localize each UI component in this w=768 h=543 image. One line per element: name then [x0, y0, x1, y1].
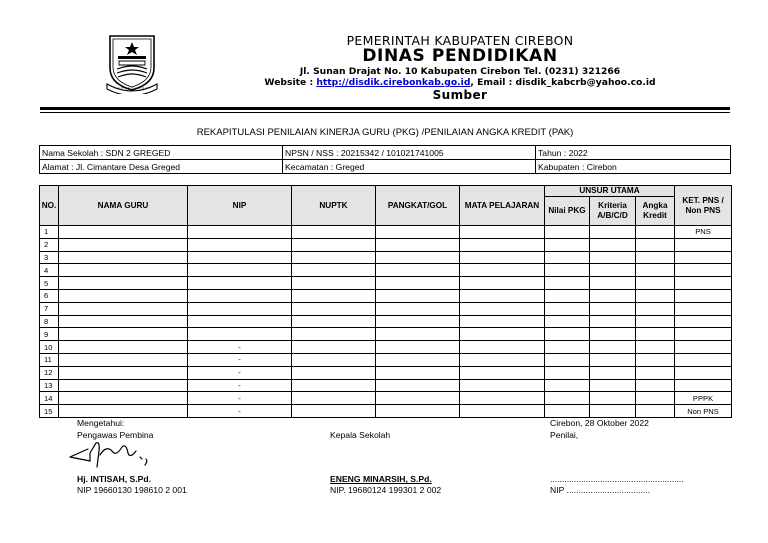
regency-emblem-logo: [104, 30, 160, 94]
subject-cell: [460, 405, 545, 418]
nuptk-cell: [292, 341, 376, 354]
note-cell: PPPK: [675, 392, 732, 405]
row-number: 6: [40, 289, 59, 302]
note-cell: PNS: [675, 226, 732, 239]
pkg-score-cell: [545, 302, 590, 315]
credit-cell: [636, 302, 675, 315]
credit-cell: [636, 226, 675, 239]
teacher-name-cell: [59, 353, 188, 366]
table-row: [40, 277, 732, 290]
nip-cell: [188, 238, 292, 251]
school-regency: Kabupaten : Cirebon: [536, 160, 731, 174]
subject-cell: [460, 315, 545, 328]
note-cell: [675, 328, 732, 341]
row-number: 12: [40, 366, 59, 379]
rank-cell: [376, 251, 460, 264]
row-number: 14: [40, 392, 59, 405]
row-number: 1: [40, 226, 59, 239]
supervisor-name: Hj. INTISAH, S.Pd.: [77, 474, 152, 484]
table-row: [40, 302, 732, 315]
credit-cell: [636, 341, 675, 354]
table-row: [40, 379, 732, 392]
note-cell: [675, 289, 732, 302]
criteria-cell: [590, 366, 636, 379]
credit-cell: [636, 264, 675, 277]
school-info-table: [39, 145, 731, 174]
office-contact: [160, 77, 760, 88]
principal-title: Kepala Sekolah: [330, 430, 391, 440]
subject-cell: [460, 328, 545, 341]
website-link[interactable]: http://disdik.cirebonkab.go.id: [316, 77, 471, 88]
row-number: 7: [40, 302, 59, 315]
col-header-pkg-score: Nilai PKG: [545, 197, 590, 226]
nuptk-cell: [292, 315, 376, 328]
nip-cell: [188, 226, 292, 239]
teacher-name-cell: [59, 238, 188, 251]
subject-cell: [460, 238, 545, 251]
note-cell: [675, 315, 732, 328]
row-number: 5: [40, 277, 59, 290]
pkg-score-cell: [545, 226, 590, 239]
row-number: 3: [40, 251, 59, 264]
assessor-title: Penilai,: [550, 430, 579, 440]
table-row: [40, 341, 732, 354]
col-header-credit: Angka Kredit: [636, 197, 675, 226]
note-cell: [675, 238, 732, 251]
nip-cell: -: [188, 366, 292, 379]
nip-cell: [188, 302, 292, 315]
subject-cell: [460, 226, 545, 239]
nip-cell: -: [188, 405, 292, 418]
teacher-name-cell: [59, 315, 188, 328]
criteria-cell: [590, 405, 636, 418]
criteria-cell: [590, 251, 636, 264]
pkg-score-cell: [545, 251, 590, 264]
letterhead-rule-thick: [40, 107, 730, 110]
table-row: [40, 353, 732, 366]
table-row: [40, 238, 732, 251]
teacher-name-cell: [59, 264, 188, 277]
note-cell: [675, 341, 732, 354]
teacher-name-cell: [59, 328, 188, 341]
table-row: [40, 226, 732, 239]
row-number: 2: [40, 238, 59, 251]
nuptk-cell: [292, 379, 376, 392]
nip-cell: [188, 277, 292, 290]
table-row: [40, 392, 732, 405]
office-address: Jl. Sunan Drajat No. 10 Kabupaten Cirebon Tel. (0231) 321266: [299, 66, 621, 77]
criteria-cell: [590, 277, 636, 290]
criteria-cell: [590, 353, 636, 366]
credit-cell: [636, 238, 675, 251]
principal-name: ENENG MINARSIH, S.Pd.: [330, 474, 432, 484]
header-row: [40, 186, 732, 197]
credit-cell: [636, 328, 675, 341]
assessor-name-line: ........................................................: [550, 474, 684, 484]
subject-cell: [460, 251, 545, 264]
teacher-name-cell: [59, 405, 188, 418]
note-cell: [675, 366, 732, 379]
nuptk-cell: [292, 264, 376, 277]
rank-cell: [376, 302, 460, 315]
pkg-score-cell: [545, 392, 590, 405]
info-row: [40, 160, 731, 174]
criteria-cell: [590, 392, 636, 405]
criteria-cell: [590, 226, 636, 239]
rank-cell: [376, 341, 460, 354]
pkg-score-cell: [545, 366, 590, 379]
col-header-criteria: Kriteria A/B/C/D: [590, 197, 636, 226]
nip-cell: -: [188, 341, 292, 354]
school-year: Tahun : 2022: [536, 146, 731, 160]
government-name: PEMERINTAH KABUPATEN CIREBON: [346, 33, 574, 48]
nuptk-cell: [292, 277, 376, 290]
nip-cell: -: [188, 379, 292, 392]
rank-cell: [376, 226, 460, 239]
rank-cell: [376, 405, 460, 418]
nip-cell: -: [188, 353, 292, 366]
rank-cell: [376, 264, 460, 277]
website-prefix: Website :: [264, 77, 317, 88]
credit-cell: [636, 405, 675, 418]
teacher-recap-table: [39, 185, 732, 418]
subject-cell: [460, 289, 545, 302]
nip-cell: [188, 251, 292, 264]
nip-cell: [188, 264, 292, 277]
pkg-score-cell: [545, 289, 590, 302]
pkg-score-cell: [545, 341, 590, 354]
teacher-name-cell: [59, 366, 188, 379]
school-npsn: NPSN / NSS : 20215342 / 101021741005: [283, 146, 536, 160]
table-row: [40, 366, 732, 379]
col-header-name: NAMA GURU: [59, 186, 188, 226]
supervisor-title: Pengawas Pembina: [77, 430, 154, 440]
col-header-no: NO.: [40, 186, 59, 226]
criteria-cell: [590, 315, 636, 328]
pkg-score-cell: [545, 353, 590, 366]
table-row: [40, 264, 732, 277]
school-address: Alamat : Jl. Cimantare Desa Greged: [40, 160, 283, 174]
credit-cell: [636, 366, 675, 379]
teacher-name-cell: [59, 379, 188, 392]
pkg-score-cell: [545, 379, 590, 392]
subject-cell: [460, 392, 545, 405]
rank-cell: [376, 315, 460, 328]
nuptk-cell: [292, 302, 376, 315]
nip-cell: [188, 315, 292, 328]
nuptk-cell: [292, 366, 376, 379]
supervisor-signature: [66, 439, 156, 471]
teacher-name-cell: [59, 392, 188, 405]
assessor-nip: NIP ...................................: [550, 485, 651, 495]
criteria-cell: [590, 238, 636, 251]
col-header-subject: MATA PELAJARAN: [460, 186, 545, 226]
nuptk-cell: [292, 226, 376, 239]
subject-cell: [460, 353, 545, 366]
nuptk-cell: [292, 251, 376, 264]
note-cell: [675, 264, 732, 277]
criteria-cell: [590, 289, 636, 302]
nuptk-cell: [292, 405, 376, 418]
info-row: [40, 146, 731, 160]
pkg-score-cell: [545, 238, 590, 251]
col-header-nip: NIP: [188, 186, 292, 226]
credit-cell: [636, 379, 675, 392]
criteria-cell: [590, 264, 636, 277]
table-row: [40, 328, 732, 341]
office-city: Sumber: [432, 88, 488, 102]
col-header-rank: PANGKAT/GOL: [376, 186, 460, 226]
place-date: Cirebon, 28 Oktober 2022: [550, 418, 649, 428]
credit-cell: [636, 289, 675, 302]
credit-cell: [636, 251, 675, 264]
school-district: Kecamatan : Greged: [283, 160, 536, 174]
pkg-score-cell: [545, 405, 590, 418]
rank-cell: [376, 289, 460, 302]
subject-cell: [460, 277, 545, 290]
rank-cell: [376, 353, 460, 366]
subject-cell: [460, 366, 545, 379]
nuptk-cell: [292, 353, 376, 366]
note-cell: [675, 379, 732, 392]
pkg-score-cell: [545, 277, 590, 290]
rank-cell: [376, 328, 460, 341]
teacher-name-cell: [59, 302, 188, 315]
row-number: 10: [40, 341, 59, 354]
row-number: 8: [40, 315, 59, 328]
row-number: 11: [40, 353, 59, 366]
pkg-score-cell: [545, 264, 590, 277]
school-name: Nama Sekolah : SDN 2 GREGED: [40, 146, 283, 160]
criteria-cell: [590, 302, 636, 315]
table-body: [40, 226, 732, 418]
nip-cell: -: [188, 392, 292, 405]
nip-cell: [188, 289, 292, 302]
row-number: 13: [40, 379, 59, 392]
nuptk-cell: [292, 289, 376, 302]
rank-cell: [376, 238, 460, 251]
note-cell: [675, 251, 732, 264]
office-name: DINAS PENDIDIKAN: [362, 46, 558, 66]
col-header-main-elements: UNSUR UTAMA: [545, 186, 675, 197]
nuptk-cell: [292, 328, 376, 341]
credit-cell: [636, 353, 675, 366]
credit-cell: [636, 315, 675, 328]
note-cell: [675, 302, 732, 315]
nuptk-cell: [292, 392, 376, 405]
rank-cell: [376, 379, 460, 392]
nuptk-cell: [292, 238, 376, 251]
credit-cell: [636, 392, 675, 405]
pkg-score-cell: [545, 315, 590, 328]
rank-cell: [376, 392, 460, 405]
principal-nip: NIP. 19680124 199301 2 002: [330, 485, 442, 495]
nip-cell: [188, 328, 292, 341]
table-row: [40, 405, 732, 418]
table-row: [40, 251, 732, 264]
subject-cell: [460, 379, 545, 392]
subject-cell: [460, 302, 545, 315]
row-number: 4: [40, 264, 59, 277]
document-title: REKAPITULASI PENILAIAN KINERJA GURU (PKG) /PENILAIAN ANGKA KREDIT (PAK): [196, 127, 574, 138]
teacher-name-cell: [59, 226, 188, 239]
note-cell: [675, 353, 732, 366]
table-row: [40, 289, 732, 302]
pkg-score-cell: [545, 328, 590, 341]
letterhead-rule-thin: [40, 112, 730, 113]
note-cell: Non PNS: [675, 405, 732, 418]
row-number: 15: [40, 405, 59, 418]
note-cell: [675, 277, 732, 290]
criteria-cell: [590, 328, 636, 341]
table-row: [40, 315, 732, 328]
col-header-note: KET. PNS / Non PNS: [675, 186, 732, 226]
criteria-cell: [590, 341, 636, 354]
rank-cell: [376, 277, 460, 290]
subject-cell: [460, 264, 545, 277]
teacher-name-cell: [59, 251, 188, 264]
row-number: 9: [40, 328, 59, 341]
teacher-name-cell: [59, 341, 188, 354]
supervisor-nip: NIP 19660130 198610 2 001: [77, 485, 187, 495]
criteria-cell: [590, 379, 636, 392]
rank-cell: [376, 366, 460, 379]
email-text: , Email : disdik_kabcrb@yahoo.co.id: [470, 77, 656, 88]
credit-cell: [636, 277, 675, 290]
col-header-nuptk: NUPTK: [292, 186, 376, 226]
teacher-name-cell: [59, 289, 188, 302]
subject-cell: [460, 341, 545, 354]
supervisor-ack-label: Mengetahui:: [77, 418, 125, 428]
teacher-name-cell: [59, 277, 188, 290]
